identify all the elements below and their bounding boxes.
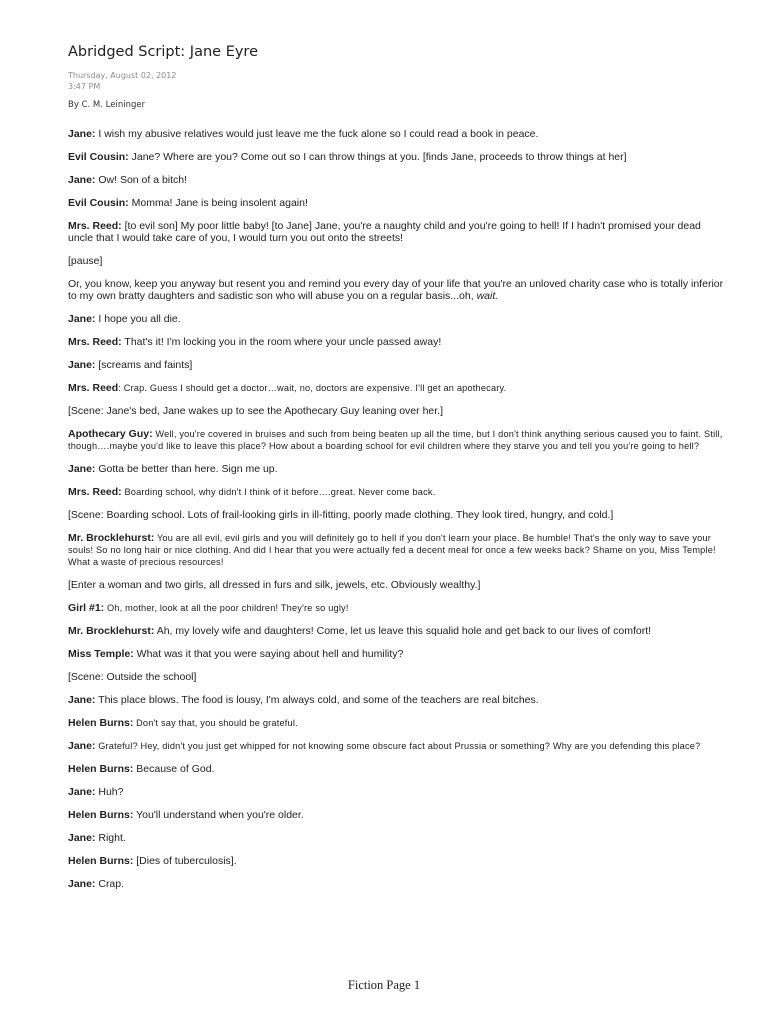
speaker-name: Miss Temple: — [68, 648, 134, 660]
line-text: [screams and faints] — [95, 359, 193, 371]
speaker-name: Mrs. Reed: — [68, 220, 122, 232]
dialogue-line — [68, 336, 728, 348]
dialogue-line — [68, 220, 728, 244]
line-text: Oh, mother, look at all the poor children! They're so ugly! — [104, 603, 349, 613]
document-date: Thursday, August 02, 2012 — [68, 71, 177, 80]
speaker-name: Jane: — [68, 694, 96, 706]
speaker-name: Jane: — [68, 359, 96, 371]
dialogue-line — [68, 532, 728, 568]
line-text: Gotta be better than here. Sign me up. — [95, 463, 278, 475]
dialogue-line — [68, 740, 728, 752]
speaker-name: Helen Burns: — [68, 809, 134, 821]
speaker-name: Mrs. Reed: — [68, 486, 122, 498]
dialogue-line — [68, 763, 728, 775]
speaker-name: Jane: — [68, 313, 96, 325]
stage-direction — [68, 405, 728, 417]
line-text: Jane? Where are you? Come out so I can throw things at you. [finds Jane, proceeds to throw things at her] — [128, 151, 627, 163]
dialogue-line — [68, 648, 728, 660]
line-text: [Scene: Outside the school] — [68, 671, 197, 683]
speaker-name: Evil Cousin: — [68, 151, 129, 163]
dialogue-line — [68, 717, 728, 729]
line-text: You are all evil, evil girls and you will definitely go to hell if you don't learn your place. Be humble! That's the only way to save your souls! So no long hair or nice clothing. And did I hear that you were actually fed a decent meal for once a few weeks back? Shame on you, Miss Temple! What a waste of precious resources! — [68, 533, 716, 567]
line-text: [pause] — [68, 255, 103, 267]
line-text: [Scene: Boarding school. Lots of frail-looking girls in ill-fitting, poorly made clothing. They look tired, hungry, and cold.] — [68, 509, 614, 521]
line-text: : Crap. Guess I should get a doctor…wait, no, doctors are expensive. I'll get an apothecary. — [118, 383, 507, 393]
dialogue-line — [68, 359, 728, 371]
dialogue-line — [68, 625, 728, 637]
dialogue-line — [68, 486, 728, 498]
speaker-name: Helen Burns: — [68, 763, 134, 775]
stage-direction — [68, 579, 728, 591]
line-text: You'll understand when you're older. — [133, 809, 304, 821]
dialogue-line — [68, 313, 728, 325]
dialogue-line — [68, 786, 728, 798]
speaker-name: Girl #1: — [68, 602, 105, 614]
speaker-name: Jane: — [68, 463, 96, 475]
line-text: I wish my abusive relatives would just leave me the fuck alone so I could read a book in peace. — [95, 128, 539, 140]
document-time: 3:47 PM — [68, 82, 101, 91]
line-text: That's it! I'm locking you in the room where your uncle passed away! — [121, 336, 442, 348]
script-body — [68, 128, 728, 890]
dialogue-line — [68, 382, 728, 394]
line-text: Crap. — [95, 878, 125, 890]
line-text: I hope you all die. — [95, 313, 181, 325]
stage-direction — [68, 255, 728, 267]
speaker-name: Jane: — [68, 878, 96, 890]
dialogue-line — [68, 878, 728, 890]
line-text: [to evil son] My poor little baby! [to Jane] Jane, you're a naughty child and you're going to hell! If I hadn't promised your dead uncle that I would take care of you, I would turn you out onto the streets! — [68, 220, 701, 244]
document-title: Abridged Script: Jane Eyre — [68, 44, 258, 60]
dialogue-line — [68, 602, 728, 614]
line-text: Grateful? Hey, didn't you just get whipped for not knowing some obscure fact about Prussia or something? Why are you defending this place? — [95, 741, 701, 751]
line-text: Or, you know, keep you anyway but resent you and remind you every day of your life that you're an unloved charity case who is totally inferior to my own bratty daughters and sadistic son who will abuse you on a regular basis...oh, — [68, 278, 724, 302]
speaker-name: Evil Cousin: — [68, 197, 129, 209]
line-text: Huh? — [95, 786, 124, 798]
line-text: Momma! Jane is being insolent again! — [128, 197, 308, 209]
line-text: Ah, my lovely wife and daughters! Come, let us leave this squalid hole and get back to our lives of comfort! — [154, 625, 652, 637]
speaker-name: Mrs. Reed: — [68, 336, 122, 348]
document-byline: By C. M. Leininger — [68, 100, 146, 110]
dialogue-line — [68, 151, 728, 163]
speaker-name: Jane: — [68, 832, 96, 844]
line-text: Ow! Son of a bitch! — [95, 174, 188, 186]
line-text: Don't say that, you should be grateful. — [133, 718, 298, 728]
speaker-name: Jane: — [68, 128, 96, 140]
dialogue-line — [68, 809, 728, 821]
line-text: Right. — [95, 832, 126, 844]
speaker-name: Apothecary Guy: — [68, 428, 153, 440]
line-text: What was it that you were saying about hell and humility? — [133, 648, 404, 660]
stage-direction — [68, 671, 728, 683]
speaker-name: Jane: — [68, 740, 96, 752]
line-text: Well, you're covered in bruises and such from being beaten up all the time, but I don't think anything serious caused you to faint. Still, though….maybe you'd like to leave this place? How about a boarding school for evil children where they starve you and tell you you're going to hell? — [68, 429, 723, 451]
document-page — [68, 44, 728, 905]
page-footer: Fiction Page 1 — [347, 978, 421, 992]
dialogue-line — [68, 463, 728, 475]
speaker-name: Helen Burns: — [68, 855, 134, 867]
dialogue-line — [68, 428, 728, 452]
line-text: This place blows. The food is lousy, I'm always cold, and some of the teachers are real bitches. — [95, 694, 539, 706]
dialogue-line — [68, 832, 728, 844]
line-text: Boarding school, why didn't I think of it before….great. Never come back. — [121, 487, 436, 497]
speaker-name: Mr. Brocklehurst: — [68, 625, 155, 637]
dialogue-line — [68, 694, 728, 706]
speaker-name: Jane: — [68, 786, 96, 798]
line-text: Because of God. — [133, 763, 215, 775]
dialogue-line — [68, 174, 728, 186]
speaker-name: Jane: — [68, 174, 96, 186]
dialogue-line — [68, 197, 728, 209]
line-text: [Scene: Jane's bed, Jane wakes up to see the Apothecary Guy leaning over her.] — [68, 405, 443, 417]
line-text: [Dies of tuberculosis]. — [133, 855, 237, 867]
dialogue-line — [68, 128, 728, 140]
speaker-name: Mr. Brocklehurst: — [68, 532, 155, 544]
dialogue-line — [68, 855, 728, 867]
cut-off-line — [68, 899, 728, 905]
speaker-name: Mrs. Reed — [68, 382, 119, 394]
speaker-name: Helen Burns: — [68, 717, 134, 729]
stage-direction — [68, 509, 728, 521]
stage-direction — [68, 278, 728, 302]
line-text: [Enter a woman and two girls, all dressed in furs and silk, jewels, etc. Obviously wealthy.] — [68, 579, 481, 591]
line-emphasis: wait. — [476, 290, 499, 302]
